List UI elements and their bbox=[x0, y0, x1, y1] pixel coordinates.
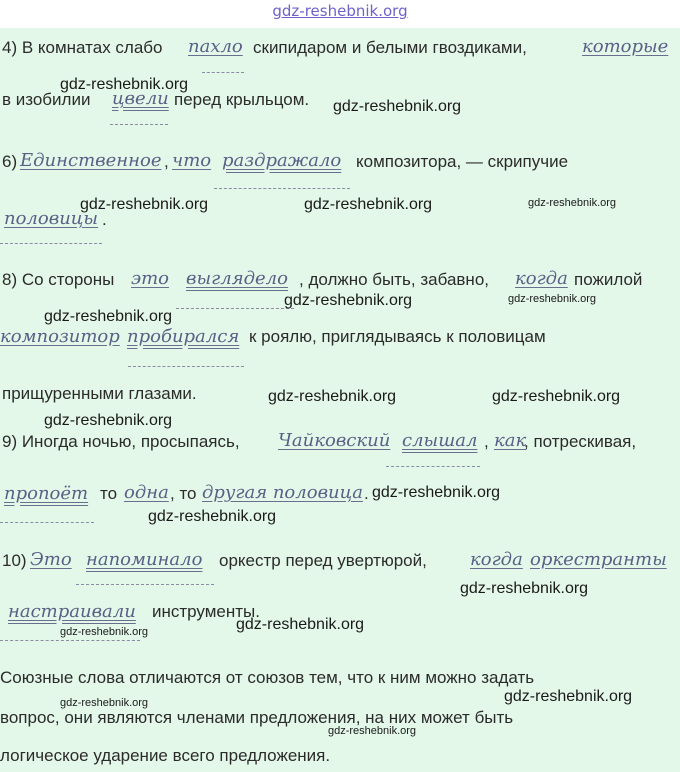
s9-text-3: то bbox=[100, 484, 118, 503]
watermark: gdz-reshebnik.org bbox=[504, 688, 633, 705]
watermark: gdz-reshebnik.org bbox=[492, 388, 621, 405]
s10-subject-word: Это bbox=[30, 549, 72, 570]
s10-conj-word: когда bbox=[470, 549, 523, 570]
watermark: gdz-reshebnik.org bbox=[148, 508, 277, 525]
watermark: gdz-reshebnik.org bbox=[333, 98, 462, 115]
watermark: gdz-reshebnik.org bbox=[372, 484, 501, 501]
watermark: gdz-reshebnik.org bbox=[528, 197, 617, 209]
s8-text-5: прищуренными глазами. bbox=[2, 384, 197, 403]
s6-text-2: композитора, — скрипучие bbox=[356, 152, 569, 171]
watermark: gdz-reshebnik.org bbox=[80, 196, 209, 213]
watermark: gdz-reshebnik.org bbox=[508, 293, 597, 305]
watermark: gdz-reshebnik.org bbox=[60, 76, 189, 93]
s9-text-1: 9) Иногда ночью, просыпаясь, bbox=[2, 432, 240, 451]
s9-predicate-word: слышал bbox=[402, 430, 478, 451]
watermark: gdz-reshebnik.org bbox=[60, 626, 149, 638]
s4-text-2: скипидаром и белыми гвоздиками, bbox=[253, 38, 527, 57]
watermark: gdz-reshebnik.org bbox=[236, 616, 365, 633]
s9-text-2: , потрескивая, bbox=[524, 432, 637, 451]
s9-text-4: , то bbox=[170, 484, 197, 503]
s9-period: . bbox=[364, 484, 369, 503]
s9-subject-word-3: другая половица bbox=[202, 482, 363, 503]
watermark: gdz-reshebnik.org bbox=[328, 725, 417, 737]
s8-predicate-word: выглядело bbox=[186, 268, 288, 289]
s6-number: 6) bbox=[2, 152, 18, 171]
watermark: gdz-reshebnik.org bbox=[284, 292, 413, 309]
s9-subject-word: Чайковский bbox=[278, 430, 391, 451]
s6-dash-underline bbox=[214, 188, 350, 189]
site-header bbox=[0, 0, 680, 28]
s4-predicate-word: пахло bbox=[188, 36, 243, 57]
s4-text-4: перед крыльцом. bbox=[174, 90, 310, 109]
s4-conj-word: которые bbox=[582, 36, 669, 57]
s6-predicate-word: раздражало bbox=[222, 150, 342, 171]
s8-dash-underline bbox=[176, 308, 294, 309]
s6-subject-word-2: половицы bbox=[4, 208, 99, 229]
s8-text-3: пожилой bbox=[574, 270, 643, 289]
conclusion-line-3: логическое ударение всего предложения. bbox=[0, 746, 331, 765]
s8-dash-underline-2 bbox=[128, 366, 244, 367]
s8-text-4: к роялю, приглядываясь к половицам bbox=[249, 327, 546, 346]
site-link[interactable]: gdz-reshebnik.org bbox=[272, 2, 408, 20]
s9-comma: , bbox=[484, 432, 489, 451]
s8-text-1: 8) Со стороны bbox=[2, 270, 115, 289]
s10-dash-underline-2 bbox=[0, 640, 140, 641]
s9-predicate-word-2: пропоёт bbox=[4, 483, 89, 504]
s6-conj-word: что bbox=[172, 150, 212, 171]
watermark: gdz-reshebnik.org bbox=[304, 196, 433, 213]
watermark: gdz-reshebnik.org bbox=[460, 580, 589, 597]
s4-text-3: в изобилии bbox=[2, 90, 91, 109]
watermark: gdz-reshebnik.org bbox=[268, 388, 397, 405]
s8-subject-word-2: композитор bbox=[0, 326, 120, 347]
s8-subject-word: это bbox=[131, 268, 169, 289]
watermark: gdz-reshebnik.org bbox=[44, 412, 173, 429]
s4-dash-underline-2 bbox=[110, 124, 168, 125]
s10-text-2: оркестр перед увертюрой, bbox=[219, 551, 427, 570]
s9-conj-word: как bbox=[494, 430, 527, 451]
s10-dash-underline bbox=[76, 584, 214, 585]
s8-conj-word: когда bbox=[515, 268, 568, 289]
s10-number: 10) bbox=[2, 551, 27, 570]
s10-predicate-word: напоминало bbox=[86, 549, 203, 570]
s10-text-3: инструменты. bbox=[152, 602, 261, 621]
conclusion-line-1: Союзные слова отличаются от союзов тем, что к ним можно задать bbox=[0, 668, 535, 687]
s4-text-1: 4) В комнатах слабо bbox=[2, 38, 163, 57]
s8-predicate-word-2: пробирался bbox=[127, 326, 240, 347]
s6-period: . bbox=[102, 210, 107, 229]
s9-dash-underline bbox=[386, 466, 480, 467]
s10-predicate-word-2: настраивали bbox=[8, 601, 136, 622]
s6-comma: , bbox=[164, 152, 169, 171]
watermark: gdz-reshebnik.org bbox=[44, 308, 173, 325]
s6-subject-word: Единственное bbox=[20, 150, 162, 171]
s4-dash-underline bbox=[202, 72, 244, 73]
s4-predicate-word-2: цвели bbox=[112, 88, 169, 109]
s8-text-2: , должно быть, забавно, bbox=[299, 270, 489, 289]
watermark: gdz-reshebnik.org bbox=[60, 697, 149, 709]
conclusion-line-2: вопрос, они являются членами предложения, на них может быть bbox=[0, 708, 514, 727]
s9-subject-word-2: одна bbox=[124, 482, 169, 503]
s6-dash-underline-2 bbox=[0, 243, 102, 244]
s10-subject-word-2: оркестранты bbox=[530, 549, 667, 570]
s9-dash-underline-2 bbox=[0, 522, 94, 523]
